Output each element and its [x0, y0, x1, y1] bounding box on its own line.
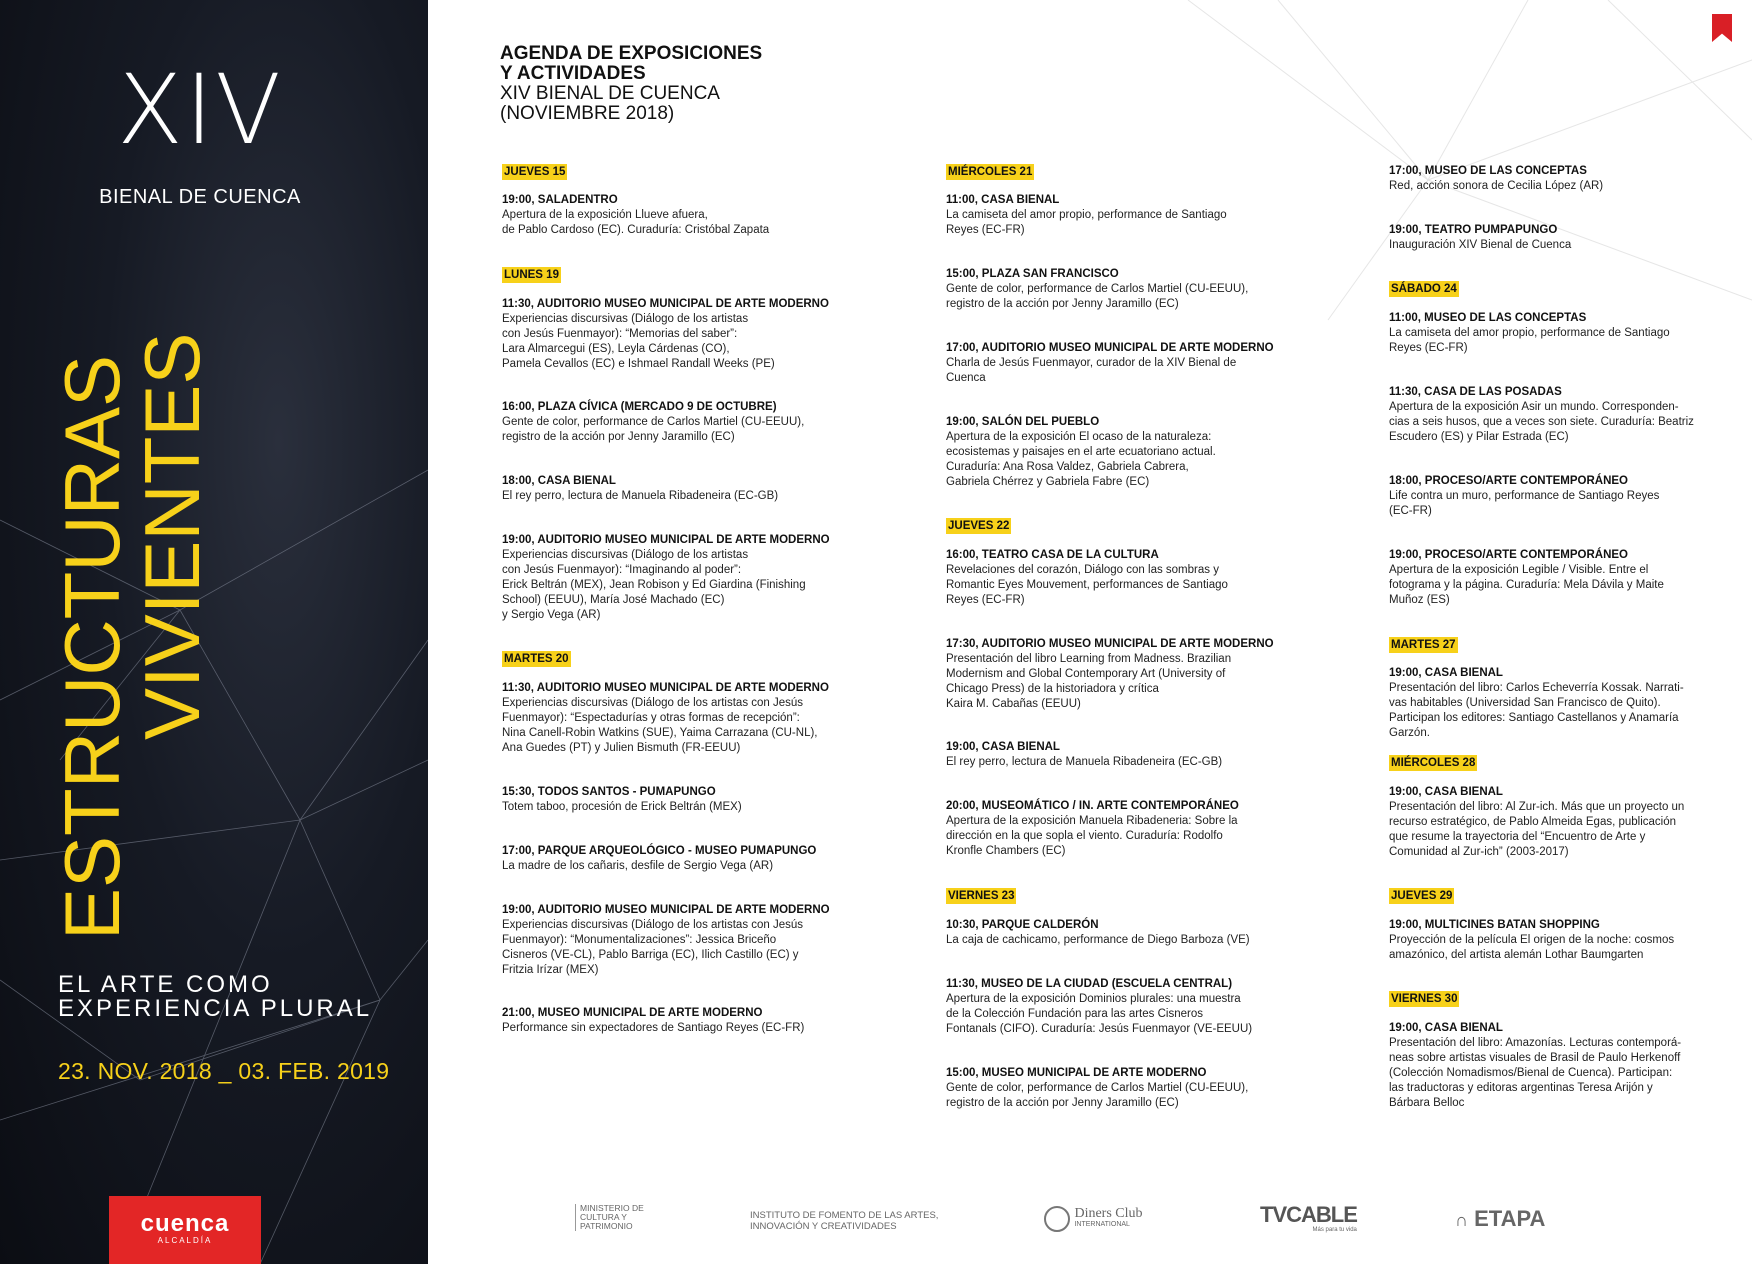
event-description: Presentación del libro: Al Zur-ich. Más que un proyecto un recurso estratégico, de Pablo Almeida Egas, publicación que resume la trayectoria del “Encuentro de Arte y Comunidad al Zur-ich” (2003-2017)	[1389, 801, 1685, 858]
event-heading: 19:00, MULTICINES BATAN SHOPPING	[1389, 919, 1600, 931]
agenda-event	[1389, 918, 1719, 963]
event-description: Totem taboo, procesión de Erick Beltrán (MEX)	[502, 801, 742, 813]
event-heading: 19:00, CASA BIENAL	[946, 741, 1060, 753]
event-heading: 15:30, TODOS SANTOS - PUMAPUNGO	[502, 786, 716, 798]
agenda-event	[946, 918, 1276, 948]
agenda-event	[502, 193, 832, 238]
event-heading: 19:00, CASA BIENAL	[1389, 786, 1503, 798]
edition-numeral: XIV	[117, 54, 283, 166]
event-description: Revelaciones del corazón, Diálogo con las sombras y Romantic Eyes Mouvement, performances de Santiago Reyes (EC-FR)	[946, 564, 1228, 606]
day-badge: VIERNES 23	[948, 890, 1015, 902]
agenda-event	[502, 474, 832, 504]
instituto-fomento-logo: INSTITUTO DE FOMENTO DE LAS ARTES, INNOVACIÓN Y CREATIVIDADES	[750, 1210, 939, 1232]
event-heading: 17:00, AUDITORIO MUSEO MUNICIPAL DE ARTE MODERNO	[946, 342, 1274, 354]
event-description: Apertura de la exposición Legible / Visible. Entre el fotograma y la página. Curaduría: Mela Dávila y Maite Muñoz (ES)	[1389, 564, 1664, 606]
day-badge: JUEVES 29	[1391, 890, 1453, 902]
diners-club-sub: INTERNATIONAL	[1074, 1221, 1130, 1228]
subtitle-line-1: EL ARTE COMO	[58, 971, 273, 998]
logo-name: cuenca	[140, 1210, 230, 1237]
event-description: Experiencias discursivas (Diálogo de los artistas con Jesús Fuenmayor): “Imaginando al poder”: Erick Beltrán (MEX), Jean Robison y Ed Giardina (Finishing School) (EEUU), María José Machado (EC) y Sergio Vega (AR)	[502, 549, 806, 621]
agenda-event	[502, 903, 832, 978]
event-description: Life contra un muro, performance de Santiago Reyes (EC-FR)	[1389, 490, 1660, 517]
title-line-1: ESTRUCTURAS	[48, 354, 136, 940]
agenda-event	[1389, 164, 1719, 194]
subtitle	[58, 973, 372, 1021]
event-heading: 18:00, CASA BIENAL	[502, 475, 616, 487]
event-heading: 17:00, PARQUE ARQUEOLÓGICO - MUSEO PUMAPUNGO	[502, 845, 817, 857]
event-description: Apertura de la exposición Llueve afuera, de Pablo Cardoso (EC). Curaduría: Cristóbal Zapata	[502, 209, 770, 236]
logo-subtitle: ALCALDÍA	[157, 1236, 213, 1245]
tvcable-logo	[1260, 1204, 1357, 1234]
bienal-name: BIENAL DE CUENCA	[99, 186, 301, 208]
event-description: La camiseta del amor propio, performance de Santiago Reyes (EC-FR)	[1389, 327, 1670, 354]
agenda-event	[946, 341, 1276, 386]
event-heading: 20:00, MUSEOMÁTICO / IN. ARTE CONTEMPORÁNEO	[946, 800, 1239, 812]
event-description: La madre de los cañaris, desfile de Sergio Vega (AR)	[502, 860, 774, 872]
header-line-3: XIV BIENAL DE CUENCA	[500, 83, 720, 104]
agenda-event	[502, 844, 832, 874]
header-line-1: AGENDA DE EXPOSICIONES	[500, 43, 763, 64]
agenda-event	[1389, 666, 1719, 741]
event-description: Gente de color, performance de Carlos Martiel (CU-EEUU), registro de la acción por Jenny Jaramillo (EC)	[946, 283, 1249, 310]
etapa-icon: ∩	[1455, 1210, 1468, 1230]
agenda-event	[1389, 785, 1719, 860]
day-badge: MARTES 20	[504, 653, 569, 665]
agenda-event	[502, 297, 832, 372]
event-description: Presentación del libro: Carlos Echeverría Kossak. Narrati- vas habitables (Universidad San Francisco de Quito). Participan los editores: Santiago Castellanos y Anamaría Garzón.	[1389, 682, 1684, 739]
event-heading: 19:00, SALÓN DEL PUEBLO	[946, 416, 1100, 428]
agenda-header	[500, 44, 762, 124]
event-description: Experiencias discursivas (Diálogo de los artistas con Jesús Fuenmayor): “Monumentalizaciones”: Jessica Briceño Cisneros (VE-CL), Pablo Barriga (EC), Ilich Castillo (EC) y Fritzia Irízar (MEX)	[502, 919, 804, 976]
agenda-event	[502, 533, 832, 623]
event-description: Proyección de la película El origen de la noche: cosmos amazónico, del artista alemán Lothar Baumgarten	[1389, 934, 1675, 961]
event-description: Gente de color, performance de Carlos Martiel (CU-EEUU), registro de la acción por Jenny Jaramillo (EC)	[946, 1082, 1249, 1109]
event-heading: 18:00, PROCESO/ARTE CONTEMPORÁNEO	[1389, 475, 1628, 487]
event-heading: 15:00, MUSEO MUNICIPAL DE ARTE MODERNO	[946, 1067, 1207, 1079]
event-heading: 19:00, TEATRO PUMPAPUNGO	[1389, 224, 1558, 236]
header-line-4: (NOVIEMBRE 2018)	[500, 103, 675, 124]
event-heading: 11:30, MUSEO DE LA CIUDAD (ESCUELA CENTRAL)	[946, 978, 1233, 990]
diners-club-name: Diners Club	[1074, 1206, 1143, 1221]
agenda-event	[946, 799, 1276, 859]
tvcable-name: TVCABLE	[1260, 1202, 1357, 1227]
event-heading: 16:00, PLAZA CÍVICA (MERCADO 9 DE OCTUBRE)	[502, 401, 777, 413]
event-heading: 19:00, PROCESO/ARTE CONTEMPORÁNEO	[1389, 549, 1628, 561]
agenda-event	[1389, 1021, 1719, 1111]
agenda-event	[502, 1006, 832, 1036]
day-badge: JUEVES 15	[504, 166, 566, 178]
header-line-2: Y ACTIVIDADES	[500, 63, 646, 84]
agenda-event	[1389, 223, 1719, 253]
agenda-event	[946, 637, 1276, 712]
diners-club-icon	[1044, 1206, 1070, 1232]
event-heading: 19:00, AUDITORIO MUSEO MUNICIPAL DE ARTE MODERNO	[502, 534, 830, 546]
day-badge: LUNES 19	[504, 269, 559, 281]
event-description: La camiseta del amor propio, performance de Santiago Reyes (EC-FR)	[946, 209, 1227, 236]
event-description: El rey perro, lectura de Manuela Ribadeneira (EC-GB)	[502, 490, 779, 502]
title-line-2: VIVIENTES	[128, 332, 216, 740]
event-heading: 19:00, CASA BIENAL	[1389, 1022, 1503, 1034]
agenda-event	[502, 681, 832, 756]
event-description: Charla de Jesús Fuenmayor, curador de la XIV Bienal de Cuenca	[946, 357, 1237, 384]
agenda-event	[1389, 311, 1719, 356]
event-description: El rey perro, lectura de Manuela Ribadeneira (EC-GB)	[946, 756, 1223, 768]
event-description: Apertura de la exposición Asir un mundo. Corresponden- cias a seis husos, que a veces son siete. Curaduría: Beatriz Escudero (ES) y Pilar Estrada (EC)	[1389, 401, 1694, 443]
event-heading: 11:00, CASA BIENAL	[946, 194, 1060, 206]
event-description: Presentación del libro: Amazonías. Lecturas contemporá- neas sobre artistas visuales de Brasil de Paulo Herkenoff (Colección Nomadismos/Bienal de Cuenca). Participan: las traductoras y editoras argentinas Teresa Arijón y Bárbara Belloc	[1389, 1037, 1682, 1109]
day-badge: SÁBADO 24	[1391, 283, 1457, 295]
event-heading: 17:00, MUSEO DE LAS CONCEPTAS	[1389, 165, 1587, 177]
event-heading: 10:30, PARQUE CALDERÓN	[946, 919, 1099, 931]
agenda-event	[1389, 385, 1719, 445]
event-heading: 19:00, SALADENTRO	[502, 194, 618, 206]
day-badge: MIÉRCOLES 21	[948, 166, 1033, 178]
event-heading: 19:00, AUDITORIO MUSEO MUNICIPAL DE ARTE MODERNO	[502, 904, 830, 916]
agenda-event	[946, 977, 1276, 1037]
etapa-name: ETAPA	[1474, 1206, 1546, 1231]
event-description: Performance sin expectadores de Santiago Reyes (EC-FR)	[502, 1022, 805, 1034]
event-description: Gente de color, performance de Carlos Martiel (CU-EEUU), registro de la acción por Jenny Jaramillo (EC)	[502, 416, 805, 443]
event-description: Red, acción sonora de Cecilia López (AR)	[1389, 180, 1604, 192]
ministerio-cultura-logo: MINISTERIO DE CULTURA Y PATRIMONIO	[575, 1204, 644, 1231]
event-heading: 11:30, AUDITORIO MUSEO MUNICIPAL DE ARTE MODERNO	[502, 298, 829, 310]
event-heading: 17:30, AUDITORIO MUSEO MUNICIPAL DE ARTE MODERNO	[946, 638, 1274, 650]
agenda-event	[946, 267, 1276, 312]
event-description: Apertura de la exposición Dominios plurales: una muestra de la Colección Fundación para las artes Cisneros Fontanals (CIFO). Curaduría: Jesús Fuenmayor (VE-EEUU)	[946, 993, 1253, 1035]
event-description: La caja de cachicamo, performance de Diego Barboza (VE)	[946, 934, 1250, 946]
day-badge: MARTES 27	[1391, 639, 1456, 651]
subtitle-line-2: EXPERIENCIA PLURAL	[58, 995, 373, 1022]
day-badge: VIERNES 30	[1391, 993, 1458, 1005]
event-heading: 11:30, CASA DE LAS POSADAS	[1389, 386, 1562, 398]
day-badge: JUEVES 22	[948, 520, 1010, 532]
agenda-event	[946, 740, 1276, 770]
agenda-event	[946, 415, 1276, 490]
event-description: Apertura de la exposición Manuela Ribadeneria: Sobre la dirección en la que sopla el viento. Curaduría: Rodolfo Kronfle Chambers (EC)	[946, 815, 1238, 857]
event-description: Inauguración XIV Bienal de Cuenca	[1389, 239, 1572, 251]
cover-panel	[0, 0, 428, 1264]
agenda-event	[946, 548, 1276, 608]
agenda-event	[502, 400, 832, 445]
event-description: Presentación del libro Learning from Madness. Brazilian Modernism and Global Contemporary Art (University of Chicago Press) de la historiadora y crítica Kaira M. Cabañas (EEUU)	[946, 653, 1232, 710]
event-heading: 21:00, MUSEO MUNICIPAL DE ARTE MODERNO	[502, 1007, 763, 1019]
exhibition-dates: 23. NOV. 2018 _ 03. FEB. 2019	[58, 1058, 390, 1084]
agenda-event	[1389, 474, 1719, 519]
event-description: Apertura de la exposición El ocaso de la naturaleza: ecosistemas y paisajes en el arte ecuatoriano actual. Curaduría: Ana Rosa Valdez, Gabriela Cabrera, Gabriela Chérrez y Gabriela Fabre (EC)	[946, 431, 1216, 488]
cuenca-logo	[109, 1196, 261, 1264]
day-badge: MIÉRCOLES 28	[1391, 757, 1476, 769]
event-description: Experiencias discursivas (Diálogo de los artistas con Jesús Fuenmayor): “Espectadurías y otras formas de recepción”: Nina Canell-Robin Watkins (SUE), Yaima Carrazana (CU-NL), Ana Guedes (PT) y Julien Bismuth (FR-EEUU)	[502, 697, 818, 754]
event-heading: 16:00, TEATRO CASA DE LA CULTURA	[946, 549, 1159, 561]
event-heading: 19:00, CASA BIENAL	[1389, 667, 1503, 679]
etapa-logo	[1455, 1206, 1545, 1232]
diners-club-logo	[1044, 1206, 1143, 1232]
agenda-event	[946, 1066, 1276, 1111]
event-heading: 11:00, MUSEO DE LAS CONCEPTAS	[1389, 312, 1587, 324]
event-heading: 11:30, AUDITORIO MUSEO MUNICIPAL DE ARTE MODERNO	[502, 682, 829, 694]
agenda-event	[502, 785, 832, 815]
tvcable-tagline: Más para tu vida	[1312, 1227, 1357, 1233]
agenda-event	[946, 193, 1276, 238]
event-heading: 15:00, PLAZA SAN FRANCISCO	[946, 268, 1119, 280]
agenda-event	[1389, 548, 1719, 608]
event-description: Experiencias discursivas (Diálogo de los artistas con Jesús Fuenmayor): “Memorias del saber”: Lara Almarcegui (ES), Leyla Cárdenas (CO), Pamela Cevallos (EC) e Ishmael Randall Weeks (PE)	[502, 313, 775, 370]
